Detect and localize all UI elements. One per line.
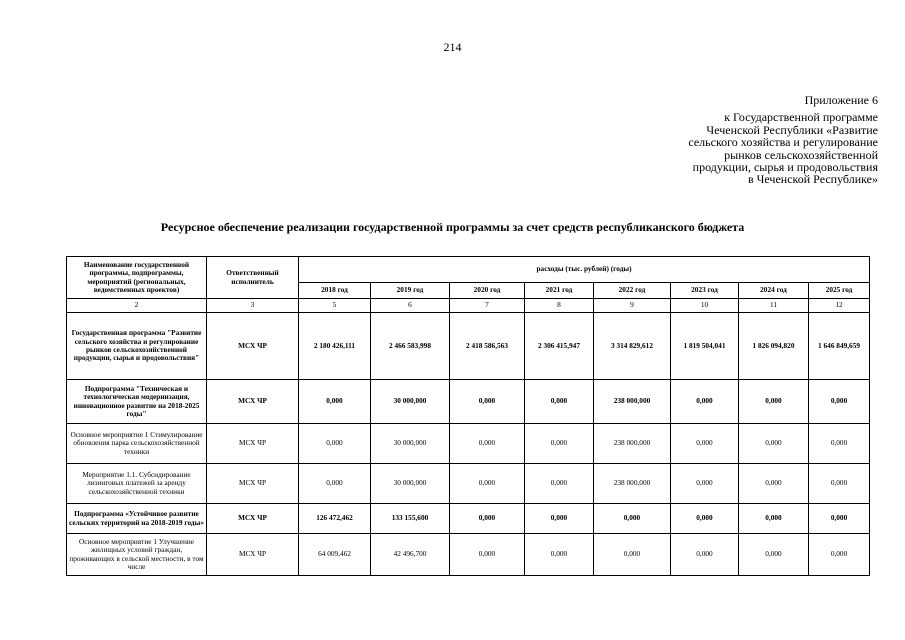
row-name: Государственная программа "Развитие сельского хозяйства и регулирование рынков сельскохозяйственной продукции, сырья и продовольствия" bbox=[67, 313, 207, 380]
row-value: 0,000 bbox=[809, 380, 870, 424]
row-value: 1 826 094,820 bbox=[739, 313, 809, 380]
row-value: 0,000 bbox=[739, 424, 809, 464]
row-value: 0,000 bbox=[809, 534, 870, 576]
column-index: 10 bbox=[671, 299, 739, 313]
row-value: 0,000 bbox=[525, 534, 594, 576]
row-value: 126 472,462 bbox=[299, 504, 371, 534]
header-name: Наименование государственной программы, подпрограммы, мероприятий (региональных, ведомственных проектов) bbox=[67, 257, 207, 299]
row-value: 133 155,600 bbox=[371, 504, 450, 534]
row-value: 30 000,000 bbox=[371, 380, 450, 424]
header-year: 2023 год bbox=[671, 283, 739, 299]
column-index: 8 bbox=[525, 299, 594, 313]
appendix-line: в Чеченской Республике» bbox=[747, 172, 878, 187]
row-value: 42 496,700 bbox=[371, 534, 450, 576]
row-name: Основное мероприятие 1 Стимулирование обновления парка сельскохозяйственной техники bbox=[67, 424, 207, 464]
row-executor: МСХ ЧР bbox=[207, 380, 299, 424]
row-value: 3 314 829,612 bbox=[594, 313, 671, 380]
row-value: 0,000 bbox=[525, 380, 594, 424]
table-header-row bbox=[67, 257, 870, 283]
row-value: 1 819 504,041 bbox=[671, 313, 739, 380]
row-value: 0,000 bbox=[739, 504, 809, 534]
row-value: 0,000 bbox=[671, 424, 739, 464]
row-value: 0,000 bbox=[450, 464, 525, 504]
column-index: 9 bbox=[594, 299, 671, 313]
row-value: 238 000,000 bbox=[594, 464, 671, 504]
appendix-line: сельского хозяйства и регулирование bbox=[688, 135, 878, 150]
appendix-line: к Государственной программе bbox=[724, 110, 878, 125]
column-index: 7 bbox=[450, 299, 525, 313]
header-year: 2020 год bbox=[450, 283, 525, 299]
appendix-line: продукции, сырья и продовольствия bbox=[692, 160, 878, 175]
header-year: 2021 год bbox=[525, 283, 594, 299]
header-year: 2024 год bbox=[739, 283, 809, 299]
row-value: 64 009,462 bbox=[299, 534, 371, 576]
table-row bbox=[67, 534, 870, 576]
header-year: 2018 год bbox=[299, 283, 371, 299]
table-row bbox=[67, 313, 870, 380]
row-name: Основное мероприятие 1 Улучшение жилищных условий граждан, проживающих в сельской местности, в том числе bbox=[67, 534, 207, 576]
row-value: 238 000,000 bbox=[594, 424, 671, 464]
row-value: 0,000 bbox=[525, 424, 594, 464]
row-name: Подпрограмма "Техническая и технологическая модернизация, инновационное развитие на 2018-2025 годы" bbox=[67, 380, 207, 424]
header-year: 2022 год bbox=[594, 283, 671, 299]
row-value: 2 466 583,998 bbox=[371, 313, 450, 380]
budget-table bbox=[66, 256, 870, 576]
column-index: 3 bbox=[207, 299, 299, 313]
column-index: 11 bbox=[739, 299, 809, 313]
row-value: 0,000 bbox=[671, 464, 739, 504]
row-value: 2 180 426,111 bbox=[299, 313, 371, 380]
row-value: 1 646 849,659 bbox=[809, 313, 870, 380]
row-value: 0,000 bbox=[450, 380, 525, 424]
header-year: 2025 год bbox=[809, 283, 870, 299]
appendix-line: Чеченской Республики «Развитие bbox=[706, 122, 878, 137]
header-expenses: расходы (тыс. рублей) (годы) bbox=[299, 257, 870, 283]
table-row bbox=[67, 504, 870, 534]
row-value: 2 306 415,947 bbox=[525, 313, 594, 380]
row-value: 0,000 bbox=[299, 424, 371, 464]
row-value: 0,000 bbox=[809, 424, 870, 464]
row-value: 0,000 bbox=[450, 534, 525, 576]
row-value: 0,000 bbox=[671, 504, 739, 534]
appendix-line: рынков сельскохозяйственной bbox=[724, 147, 878, 162]
row-value: 0,000 bbox=[739, 464, 809, 504]
row-value: 0,000 bbox=[594, 504, 671, 534]
table-row bbox=[67, 424, 870, 464]
row-executor: МСХ ЧР bbox=[207, 504, 299, 534]
row-executor: МСХ ЧР bbox=[207, 424, 299, 464]
column-index-row bbox=[67, 299, 870, 313]
row-name: Подпрограмма «Устойчивое развитие сельских территорий на 2018-2019 годы» bbox=[67, 504, 207, 534]
row-value: 238 000,000 bbox=[594, 380, 671, 424]
row-executor: МСХ ЧР bbox=[207, 464, 299, 504]
row-value: 0,000 bbox=[450, 504, 525, 534]
appendix-block bbox=[688, 94, 878, 186]
row-value: 0,000 bbox=[739, 534, 809, 576]
row-value: 0,000 bbox=[450, 424, 525, 464]
row-value: 0,000 bbox=[739, 380, 809, 424]
appendix-title: Приложение 6 bbox=[804, 93, 878, 107]
column-index: 12 bbox=[809, 299, 870, 313]
row-value: 30 000,000 bbox=[371, 464, 450, 504]
row-value: 0,000 bbox=[525, 504, 594, 534]
page-number: 214 bbox=[443, 40, 462, 54]
row-executor: МСХ ЧР bbox=[207, 534, 299, 576]
table-row bbox=[67, 380, 870, 424]
row-executor: МСХ ЧР bbox=[207, 313, 299, 380]
header-executor: Ответственный исполнитель bbox=[207, 257, 299, 299]
row-value: 0,000 bbox=[671, 380, 739, 424]
column-index: 2 bbox=[67, 299, 207, 313]
row-name: Мероприятие 1.1. Субсидирование лизинговых платежей за аренду сельскохозяйственной техники bbox=[67, 464, 207, 504]
row-value: 0,000 bbox=[299, 464, 371, 504]
row-value: 30 000,000 bbox=[371, 424, 450, 464]
row-value: 0,000 bbox=[594, 534, 671, 576]
row-value: 0,000 bbox=[809, 464, 870, 504]
row-value: 0,000 bbox=[299, 380, 371, 424]
header-year: 2019 год bbox=[371, 283, 450, 299]
document-title: Ресурсное обеспечение реализации государственной программы за счет средств республиканского бюджета bbox=[160, 220, 745, 234]
row-value: 2 418 586,563 bbox=[450, 313, 525, 380]
row-value: 0,000 bbox=[671, 534, 739, 576]
column-index: 6 bbox=[371, 299, 450, 313]
table-row bbox=[67, 464, 870, 504]
row-value: 0,000 bbox=[525, 464, 594, 504]
row-value: 0,000 bbox=[809, 504, 870, 534]
column-index: 5 bbox=[299, 299, 371, 313]
